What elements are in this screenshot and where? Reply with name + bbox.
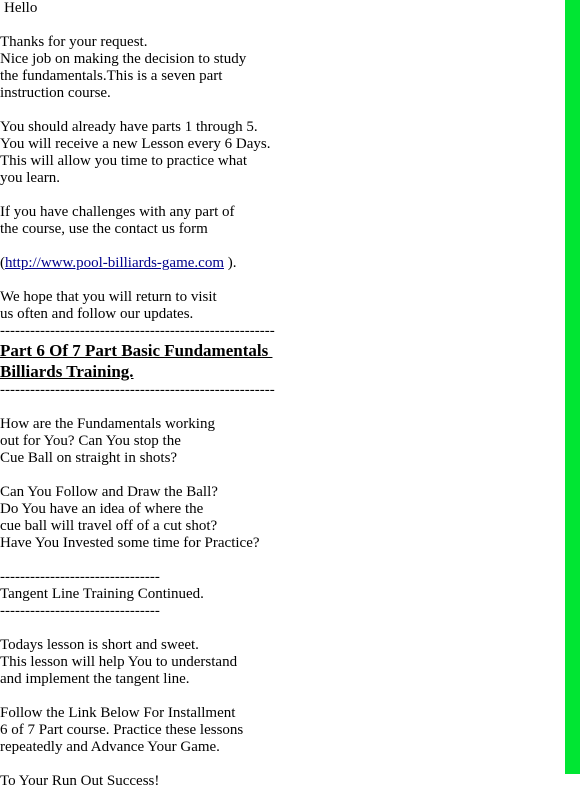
question-line: Do You have an idea of where the xyxy=(0,501,204,517)
question-line: cue ball will travel off of a cut shot? xyxy=(0,518,218,534)
lesson-line: and implement the tangent line. xyxy=(0,671,190,687)
follow-line: repeatedly and Advance Your Game. xyxy=(0,739,220,755)
lesson-heading-line-2: Billiards Training. xyxy=(0,362,134,381)
intro-line: instruction course. xyxy=(0,85,111,101)
lesson-heading-line-1: Part 6 Of 7 Part Basic Fundamentals xyxy=(0,341,273,360)
subheading: Tangent Line Training Continued. xyxy=(0,586,204,602)
paren-close: ). xyxy=(224,255,237,271)
follow-line: 6 of 7 Part course. Practice these lessons xyxy=(0,722,244,738)
question-line: How are the Fundamentals working xyxy=(0,416,215,432)
blank-line xyxy=(0,467,560,484)
divider-short: -------------------------------- xyxy=(0,569,160,585)
intro-line: Thanks for your request. xyxy=(0,34,148,50)
side-bar xyxy=(565,0,580,774)
visit-line: We hope that you will return to visit xyxy=(0,289,217,305)
question-line: Cue Ball on straight in shots? xyxy=(0,450,178,466)
contact-link-line xyxy=(0,255,560,272)
schedule-line: you learn. xyxy=(0,170,60,186)
schedule-line: You should already have parts 1 through 5. xyxy=(0,119,258,135)
lesson-line: Todays lesson is short and sweet. xyxy=(0,637,199,653)
closing-line: To Your Run Out Success! xyxy=(0,773,160,789)
visit-line: us often and follow our updates. xyxy=(0,306,194,322)
blank-line xyxy=(0,688,560,705)
blank-line xyxy=(0,552,560,569)
divider: ------------------------------------------------------- xyxy=(0,382,275,398)
blank-line xyxy=(0,238,560,255)
schedule-line: This will allow you time to practice what xyxy=(0,153,248,169)
paren-open: ( xyxy=(0,255,5,271)
question-line: Can You Follow and Draw the Ball? xyxy=(0,484,218,500)
contact-line: the course, use the contact us form xyxy=(0,221,208,237)
contact-line: If you have challenges with any part of xyxy=(0,204,235,220)
greeting: Hello xyxy=(4,0,38,16)
schedule-line: You will receive a new Lesson every 6 Days. xyxy=(0,136,271,152)
question-line: Have You Invested some time for Practice? xyxy=(0,535,260,551)
divider-short: -------------------------------- xyxy=(0,603,160,619)
blank-line xyxy=(0,756,560,773)
website-link[interactable]: http://www.pool-billiards-game.com xyxy=(5,255,224,271)
question-line: out for You? Can You stop the xyxy=(0,433,181,449)
blank-line xyxy=(0,620,560,637)
blank-line xyxy=(0,272,560,289)
lesson-line: This lesson will help You to understand xyxy=(0,654,238,670)
intro-line: Nice job on making the decision to study xyxy=(0,51,247,67)
blank-line xyxy=(0,102,560,119)
blank-line xyxy=(0,399,560,416)
blank-line xyxy=(0,187,560,204)
follow-line: Follow the Link Below For Installment xyxy=(0,705,236,721)
blank-line xyxy=(0,17,560,34)
intro-line: the fundamentals.This is a seven part xyxy=(0,68,223,84)
divider: ------------------------------------------------------- xyxy=(0,323,275,339)
